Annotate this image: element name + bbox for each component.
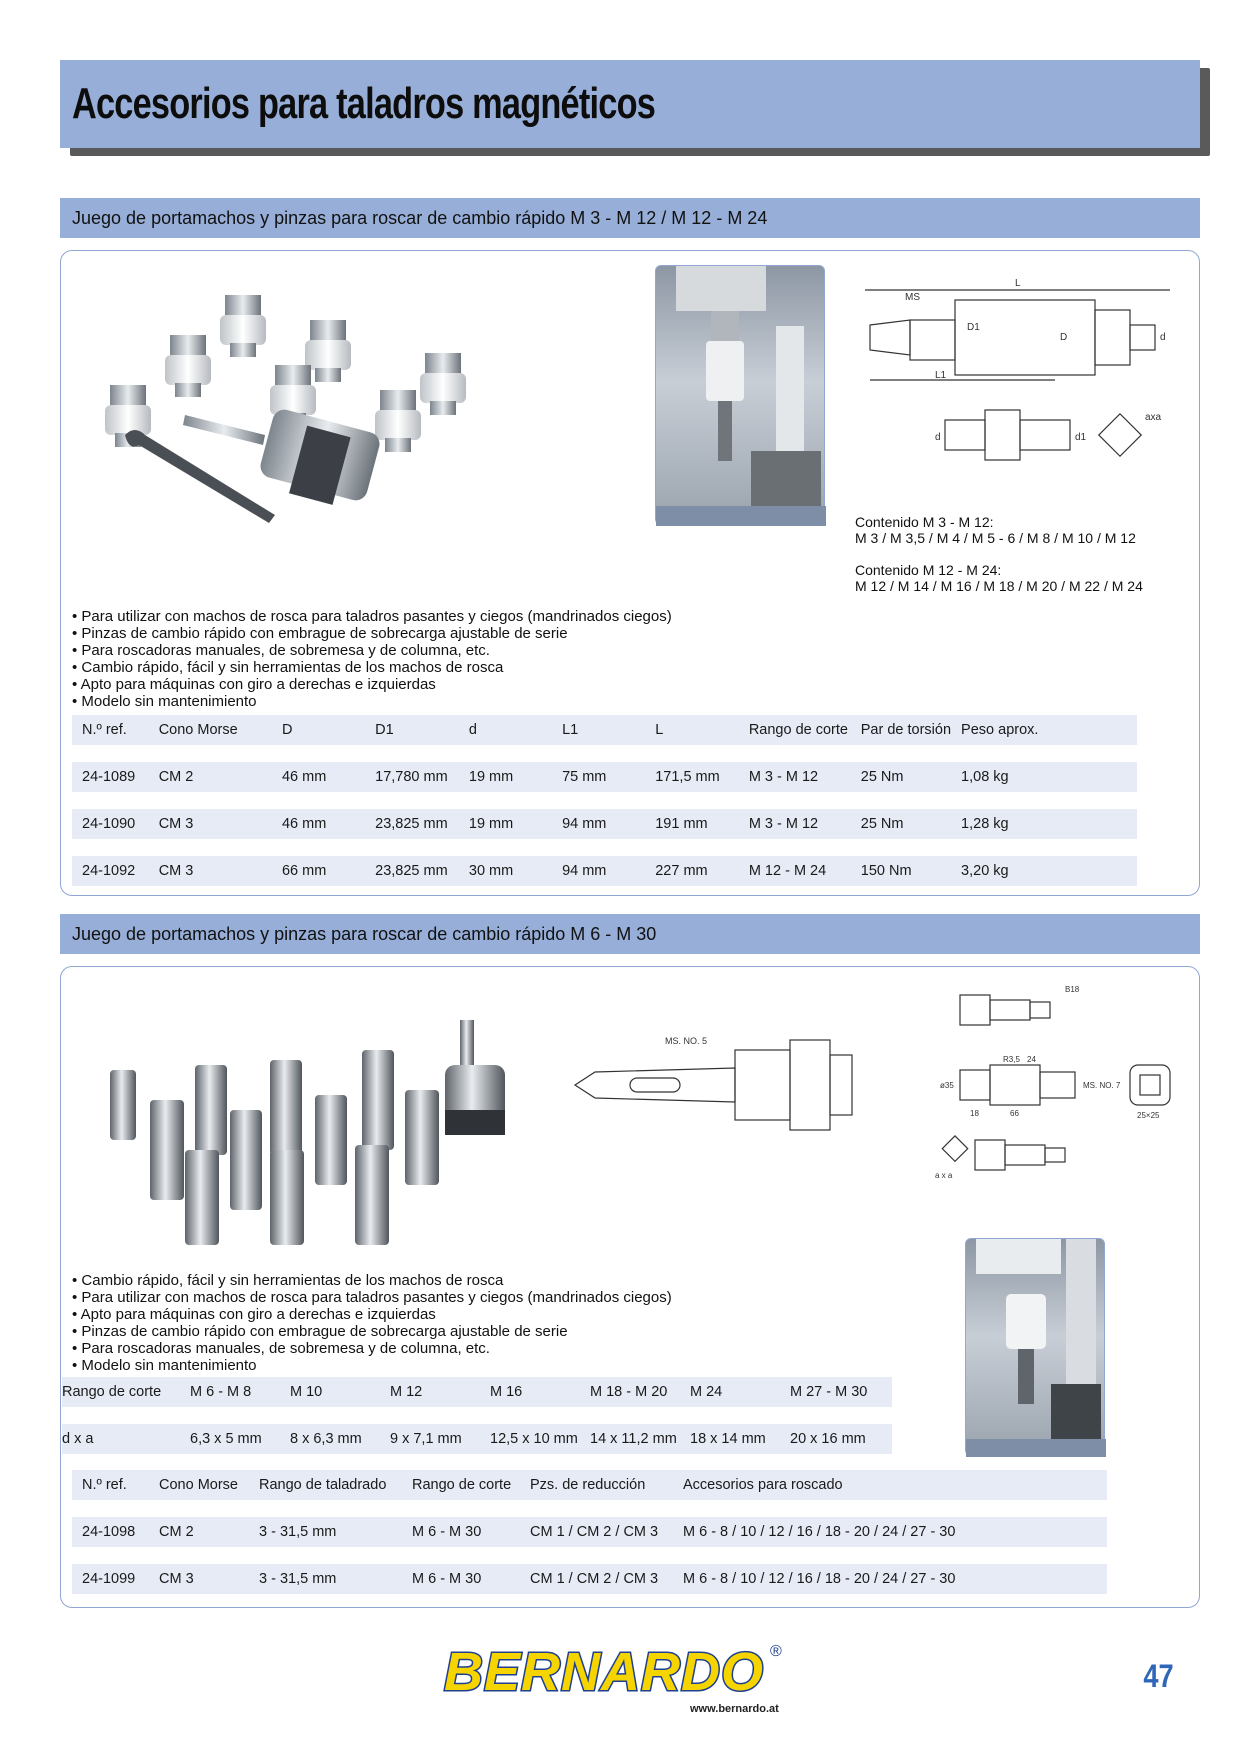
- title-banner: [60, 60, 1200, 148]
- label-66: 66: [1010, 1109, 1019, 1118]
- cell: 24-1099: [72, 1564, 149, 1594]
- label-L: L: [1015, 278, 1021, 289]
- cell: d x a: [62, 1424, 180, 1454]
- header-cell: D: [272, 715, 365, 745]
- page-title: Accesorios para taladros magnéticos: [72, 79, 656, 128]
- cell: M 12: [380, 1377, 480, 1407]
- section1-contents: [855, 514, 1143, 594]
- section2-table: [72, 1470, 1107, 1594]
- cell: 24-1092: [72, 856, 149, 886]
- cell: CM 2: [149, 762, 272, 792]
- cell: 66 mm: [272, 856, 365, 886]
- cell: CM 3: [149, 856, 272, 886]
- contents-value-2: M 12 / M 14 / M 16 / M 18 / M 20 / M 22 / M 24: [855, 578, 1143, 594]
- bullet: • Para roscadoras manuales, de sobremesa y de columna, etc.: [72, 642, 672, 659]
- section1-product-photo: [85, 285, 485, 540]
- section1-machine-photo: [655, 265, 825, 525]
- cell: M 10: [280, 1377, 380, 1407]
- cell: M 6 - M 30: [402, 1564, 520, 1594]
- cell: 8 x 6,3 mm: [280, 1424, 380, 1454]
- table-row: [72, 1564, 1107, 1594]
- cell: 3 - 31,5 mm: [249, 1564, 402, 1594]
- label-axa: axa: [1145, 412, 1162, 423]
- cell: 24-1090: [72, 809, 149, 839]
- bullet: • Para roscadoras manuales, de sobremesa y de columna, etc.: [72, 1340, 672, 1357]
- label-MS: MS: [905, 292, 920, 303]
- bullet: • Cambio rápido, fácil y sin herramientas de los machos de rosca: [72, 659, 672, 676]
- label-d1: d1: [1075, 432, 1087, 443]
- brand-url: www.bernardo.at: [690, 1703, 779, 1715]
- bullet: • Apto para máquinas con giro a derechas e izquierdas: [72, 1306, 672, 1323]
- cell: M 3 - M 12: [739, 809, 851, 839]
- table-header-row: [72, 715, 1137, 745]
- collet-7: [375, 390, 421, 452]
- cell: M 18 - M 20: [580, 1377, 680, 1407]
- header-cell: N.º ref.: [72, 1470, 149, 1500]
- label-d-small: d: [935, 432, 941, 443]
- cell: 9 x 7,1 mm: [380, 1424, 480, 1454]
- cell: 23,825 mm: [365, 809, 459, 839]
- cell: M 16: [480, 1377, 580, 1407]
- label-D1: D1: [967, 322, 980, 333]
- cell: 171,5 mm: [645, 762, 739, 792]
- label-ms-no5: MS. NO. 5: [665, 1036, 708, 1046]
- cell: 94 mm: [552, 809, 645, 839]
- label-d: d: [1160, 332, 1166, 343]
- cell: CM 3: [149, 1564, 249, 1594]
- bullet: • Modelo sin mantenimiento: [72, 1357, 672, 1374]
- cell: 25 Nm: [851, 809, 951, 839]
- header-cell: d: [459, 715, 552, 745]
- cell: 14 x 11,2 mm: [580, 1424, 680, 1454]
- registered-mark: ®: [770, 1643, 782, 1660]
- cell: CM 1 / CM 2 / CM 3: [520, 1564, 673, 1594]
- size-row-range: [62, 1377, 892, 1407]
- cell: 3,20 kg: [951, 856, 1137, 886]
- bullet: • Para utilizar con machos de rosca para taladros pasantes y ciegos (mandrinados ciegos): [72, 1289, 672, 1306]
- cell: 227 mm: [645, 856, 739, 886]
- section1-table: [72, 715, 1137, 886]
- contents-label-2: Contenido M 12 - M 24:: [855, 562, 1002, 578]
- cell: 46 mm: [272, 809, 365, 839]
- cell: M 6 - M 8: [180, 1377, 280, 1407]
- table-row: [72, 856, 1137, 886]
- cell: 191 mm: [645, 809, 739, 839]
- header-cell: D1: [365, 715, 459, 745]
- section1-bullets: [72, 608, 672, 710]
- cell: M 6 - M 30: [402, 1517, 520, 1547]
- section2-holder-drawing: [565, 1030, 865, 1140]
- cell: 1,08 kg: [951, 762, 1137, 792]
- wrench: [125, 430, 275, 523]
- collet-2: [305, 320, 351, 382]
- header-cell: Rango de corte: [402, 1470, 520, 1500]
- cell: 19 mm: [459, 809, 552, 839]
- label-r35: R3,5: [1003, 1055, 1020, 1064]
- cell: M 12 - M 24: [739, 856, 851, 886]
- cell: M 6 - 8 / 10 / 12 / 16 / 18 - 20 / 24 / 27 - 30: [673, 1564, 1107, 1594]
- cell: M 24: [680, 1377, 780, 1407]
- cell: Rango de corte: [62, 1377, 180, 1407]
- header-cell: Pzs. de reducción: [520, 1470, 673, 1500]
- header-cell: Rango de taladrado: [249, 1470, 402, 1500]
- tap-holder: [183, 407, 382, 505]
- cell: 25 Nm: [851, 762, 951, 792]
- contents-label-1: Contenido M 3 - M 12:: [855, 514, 994, 530]
- cell: 3 - 31,5 mm: [249, 1517, 402, 1547]
- page-number: 47: [1143, 1658, 1174, 1694]
- cell: M 6 - 8 / 10 / 12 / 16 / 18 - 20 / 24 / 27 - 30: [673, 1517, 1107, 1547]
- label-24: 24: [1027, 1055, 1036, 1064]
- cell: 6,3 x 5 mm: [180, 1424, 280, 1454]
- cell: M 27 - M 30: [780, 1377, 892, 1407]
- cell: 19 mm: [459, 762, 552, 792]
- label-25x25: 25×25: [1137, 1111, 1160, 1120]
- cell: 24-1098: [72, 1517, 149, 1547]
- cell: 20 x 16 mm: [780, 1424, 892, 1454]
- table-row: [72, 809, 1137, 839]
- table-header-row: [72, 1470, 1107, 1500]
- header-cell: L: [645, 715, 739, 745]
- cell: 46 mm: [272, 762, 365, 792]
- label-b18: B18: [1065, 985, 1080, 994]
- cell: 75 mm: [552, 762, 645, 792]
- header-cell: N.º ref.: [72, 715, 149, 745]
- header-cell: Cono Morse: [149, 715, 272, 745]
- cell: 1,28 kg: [951, 809, 1137, 839]
- label-L1: L1: [935, 370, 947, 381]
- label-18: 18: [970, 1109, 979, 1118]
- header-cell: Accesorios para roscado: [673, 1470, 1107, 1500]
- header-cell: Cono Morse: [149, 1470, 249, 1500]
- header-cell: L1: [552, 715, 645, 745]
- contents-value-1: M 3 / M 3,5 / M 4 / M 5 - 6 / M 8 / M 10 / M 12: [855, 530, 1136, 546]
- bullet: • Pinzas de cambio rápido con embrague de sobrecarga ajustable de serie: [72, 625, 672, 642]
- cell: 150 Nm: [851, 856, 951, 886]
- label-phi35: ø35: [940, 1081, 954, 1090]
- cell: 12,5 x 10 mm: [480, 1424, 580, 1454]
- cell: CM 1 / CM 2 / CM 3: [520, 1517, 673, 1547]
- bullet: • Para utilizar con machos de rosca para taladros pasantes y ciegos (mandrinados ciegos): [72, 608, 672, 625]
- section2-bullets: [72, 1272, 672, 1374]
- label-D: D: [1060, 332, 1068, 343]
- table-row: [72, 1517, 1107, 1547]
- section2-machine-photo: [965, 1238, 1105, 1456]
- cell: 30 mm: [459, 856, 552, 886]
- collet-1: [220, 295, 266, 357]
- bernardo-logo: [440, 1634, 800, 1704]
- section2-size-table: [62, 1377, 892, 1454]
- header-cell: Par de torsión: [851, 715, 951, 745]
- cell: CM 2: [149, 1517, 249, 1547]
- cell: CM 3: [149, 809, 272, 839]
- label-axa2: a x a: [935, 1171, 953, 1180]
- section2-collet-drawings: [935, 980, 1195, 1200]
- size-row-dxa: [62, 1424, 892, 1454]
- section2-product-photo: [100, 1000, 520, 1250]
- bullet: • Cambio rápido, fácil y sin herramientas de los machos de rosca: [72, 1272, 672, 1289]
- cell: 18 x 14 mm: [680, 1424, 780, 1454]
- logo-wordmark: BERNARDO: [444, 1642, 765, 1702]
- section2-heading: Juego de portamachos y pinzas para roscar de cambio rápido M 6 - M 30: [60, 914, 1200, 954]
- section1-technical-drawing: [855, 270, 1185, 500]
- cell: 94 mm: [552, 856, 645, 886]
- cell: M 3 - M 12: [739, 762, 851, 792]
- header-cell: Peso aprox.: [951, 715, 1137, 745]
- bullet: • Apto para máquinas con giro a derechas e izquierdas: [72, 676, 672, 693]
- bullet: • Pinzas de cambio rápido con embrague de sobrecarga ajustable de serie: [72, 1323, 672, 1340]
- label-ms-no7: MS. NO. 7: [1083, 1081, 1121, 1090]
- header-cell: Rango de corte: [739, 715, 851, 745]
- table-row: [72, 762, 1137, 792]
- bullet: • Modelo sin mantenimiento: [72, 693, 672, 710]
- section1-heading: Juego de portamachos y pinzas para roscar de cambio rápido M 3 - M 12 / M 12 - M 24: [60, 198, 1200, 238]
- collet-4: [420, 353, 466, 415]
- cell: 17,780 mm: [365, 762, 459, 792]
- collet-3: [165, 335, 211, 397]
- cell: 23,825 mm: [365, 856, 459, 886]
- cell: 24-1089: [72, 762, 149, 792]
